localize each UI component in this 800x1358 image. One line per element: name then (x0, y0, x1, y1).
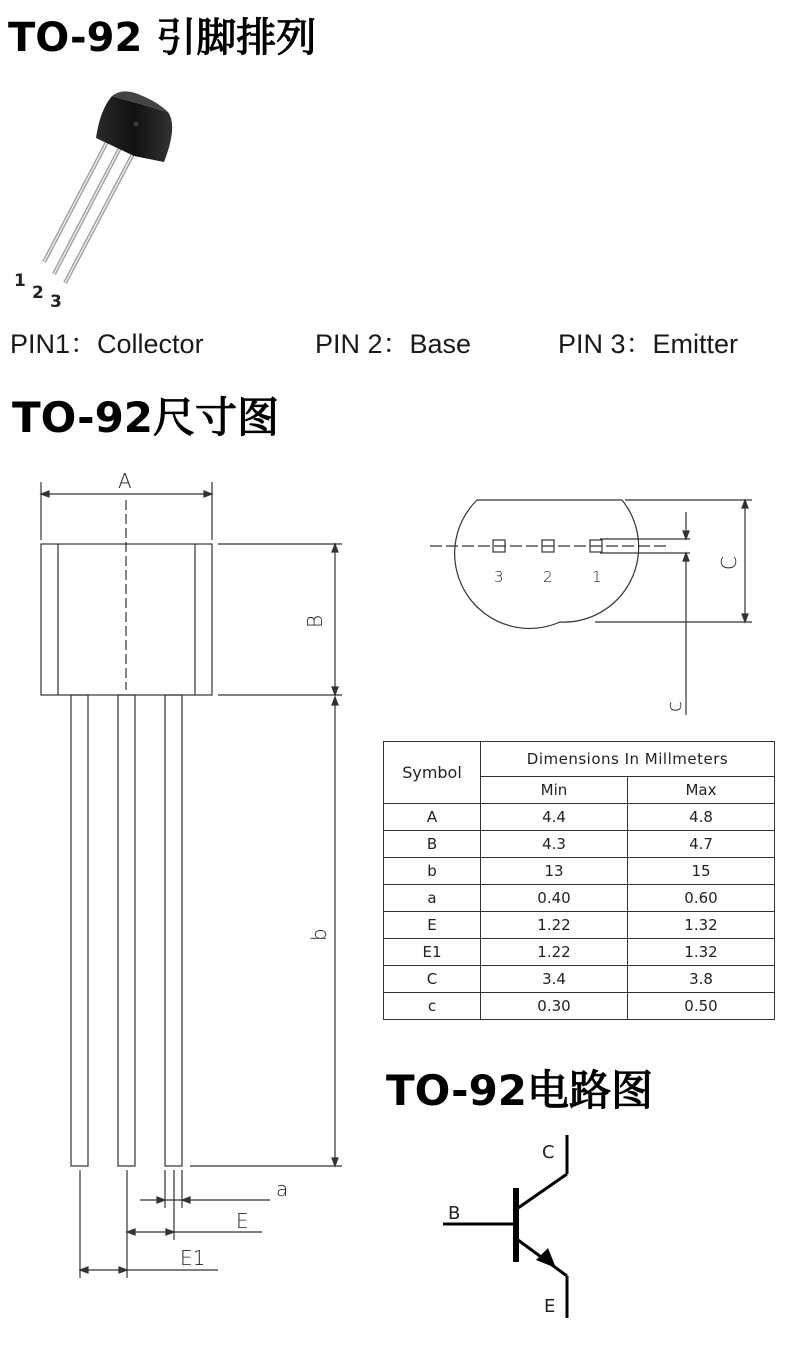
row-min: 4.4 (481, 804, 628, 831)
row-symbol: E1 (384, 939, 481, 966)
table-row (384, 912, 775, 939)
dim-label-B: B (303, 614, 327, 628)
dimensions-header: Dimensions In Millmeters (481, 742, 775, 777)
row-max: 3.8 (627, 966, 774, 993)
circuit-label-base: B (448, 1203, 461, 1224)
row-max: 0.60 (627, 885, 774, 912)
table-row (384, 993, 775, 1020)
row-min: 4.3 (481, 831, 628, 858)
pin2-description: PIN 2：Base (315, 329, 472, 359)
row-symbol: A (384, 804, 481, 831)
row-min: 3.4 (481, 966, 628, 993)
table-row (384, 966, 775, 993)
dimensions-table (383, 741, 775, 1020)
transistor-illustration (44, 91, 172, 283)
circuit-heading: TO-92电路图 (386, 1066, 654, 1115)
table-row (384, 885, 775, 912)
circuit-label-collector: C (542, 1142, 555, 1163)
pin1-description: PIN1：Collector (10, 329, 204, 359)
pin3-description: PIN 3：Emitter (558, 329, 739, 359)
row-symbol: b (384, 858, 481, 885)
top-pin-2: 2 (543, 568, 553, 586)
row-symbol: c (384, 993, 481, 1020)
pin-number-3: 3 (50, 292, 62, 312)
pin-number-1: 1 (14, 271, 26, 291)
row-max: 4.7 (627, 831, 774, 858)
table-row (384, 858, 775, 885)
max-header: Max (627, 777, 774, 804)
row-symbol: a (384, 885, 481, 912)
pinout-heading: TO-92 引脚排列 (8, 15, 317, 61)
row-max: 1.32 (627, 912, 774, 939)
dim-label-a: a (276, 1177, 289, 1201)
row-min: 0.30 (481, 993, 628, 1020)
row-max: 15 (627, 858, 774, 885)
row-min: 0.40 (481, 885, 628, 912)
row-min: 13 (481, 858, 628, 885)
dim-label-A: A (118, 469, 132, 493)
row-symbol: C (384, 966, 481, 993)
dimensions-heading: TO-92尺寸图 (12, 393, 280, 442)
dim-label-b: b (307, 928, 331, 941)
row-max: 4.8 (627, 804, 774, 831)
row-max: 0.50 (627, 993, 774, 1020)
pin-number-2: 2 (32, 283, 44, 303)
dim-label-C: C (717, 556, 741, 570)
table-row (384, 939, 775, 966)
dim-label-E: E (236, 1209, 249, 1233)
table-row (384, 831, 775, 858)
top-view-drawing (430, 500, 752, 715)
dim-label-c: c (662, 701, 686, 712)
symbol-header: Symbol (384, 742, 481, 804)
dim-label-E1: E1 (180, 1246, 206, 1270)
circuit-label-emitter: E (544, 1296, 556, 1317)
min-header: Min (481, 777, 628, 804)
row-min: 1.22 (481, 939, 628, 966)
top-pin-1: 1 (592, 568, 602, 586)
row-symbol: B (384, 831, 481, 858)
side-view-drawing (41, 482, 342, 1278)
row-max: 1.32 (627, 939, 774, 966)
table-row (384, 804, 775, 831)
row-symbol: E (384, 912, 481, 939)
top-pin-3: 3 (494, 568, 504, 586)
row-min: 1.22 (481, 912, 628, 939)
